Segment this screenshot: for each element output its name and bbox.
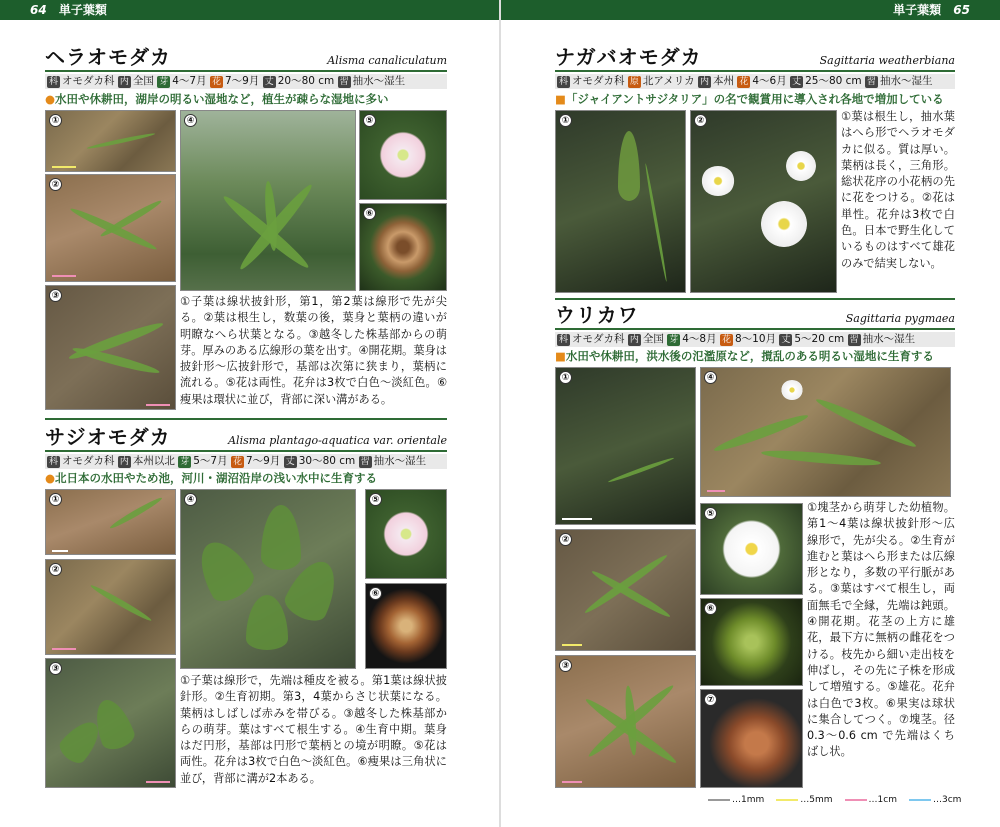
- dist-value: 本州: [713, 75, 734, 87]
- species-name-jp: サジオモダカ: [45, 425, 171, 449]
- family-value: オモダカ科: [572, 333, 625, 345]
- photo-seedling: [45, 110, 176, 172]
- photo-growing: [555, 529, 696, 651]
- height-tag: 丈: [285, 457, 295, 467]
- family-tag: 科: [559, 335, 569, 345]
- photo-number: ⑤: [363, 114, 376, 127]
- photo-flower: [359, 110, 447, 200]
- photo-number: ③: [559, 659, 572, 672]
- photo-young-plant: [45, 174, 176, 282]
- habitat-line: [45, 91, 389, 107]
- photo-number: ①: [559, 371, 572, 384]
- species-description: ①子葉は線形で，先端は種皮を被る。第1葉は線状披針形。②生育初期。第3，4葉からさじ状葉になる。葉柄はしばしば赤みを帯びる。③越冬した株基部からの萌芽。葉はすべて根生する。④生育中期。葉身はだ円形，基部は円形で葉柄との境が明瞭。⑤花は両性。花弁は3枚で白色～淡紅色。⑥瘦果は三角状に並び，背部に溝が2本ある。: [180, 674, 447, 785]
- photo-number: ②: [559, 533, 572, 546]
- photo-number: ⑥: [363, 207, 376, 220]
- flower-tag: 花: [232, 457, 242, 467]
- photo-number: ⑦: [704, 693, 717, 706]
- sprout-value: 4～7月: [172, 75, 207, 87]
- height-value: 25～80 cm: [805, 75, 862, 87]
- photo-flower: [365, 489, 447, 579]
- habitat-line: [555, 91, 944, 107]
- photo-number: ②: [49, 178, 62, 191]
- photo-number: ③: [49, 289, 62, 302]
- family-value: オモダカ科: [62, 75, 115, 87]
- flower-value: 8～10月: [734, 333, 777, 345]
- photo-number: ④: [704, 371, 717, 384]
- page-spine: [499, 0, 501, 827]
- scale-line-1cm: [845, 799, 867, 801]
- photo-number: ⑤: [704, 507, 717, 520]
- species-heading: [555, 304, 955, 330]
- dist-value: 本州以北: [132, 455, 175, 467]
- species-description: ①子葉は線状披針形，第1，第2葉は線形で先が尖る。②葉は根生し，数葉の後，葉身と葉柄の違いが明瞭なへら状葉となる。③越冬した株基部からの萌芽。厚みのある広線形の葉を出す。④開花期。葉身は披針形～広披針形で，基部は次第に狭まり，葉柄に流れる。⑤花は両性。花弁は3枚で白色～淡紅色。⑥瘦果は環状に並び，背部に深い溝がある。: [180, 295, 447, 406]
- sprout-value: 5～7月: [193, 455, 228, 467]
- right-section-title: 単子葉類: [893, 3, 942, 17]
- habitat-text: 「ジャイアントサジタリア」の名で観賞用に導入され各地で増加している: [565, 92, 944, 106]
- legend-label: …3cm: [932, 795, 962, 805]
- habitat-line: [45, 470, 377, 486]
- species-heading: [45, 46, 447, 72]
- dist-tag: 内: [699, 77, 709, 87]
- flower-value: 7～9月: [245, 455, 281, 467]
- right-page-number: 65: [953, 3, 970, 17]
- photo-number: ①: [49, 114, 62, 127]
- habit-value: 抽水～湿生: [373, 455, 427, 467]
- habit-tag: 習: [867, 77, 877, 87]
- sprout-tag: 芽: [669, 335, 679, 345]
- flower-value: 7～9月: [224, 75, 260, 87]
- family-tag: 科: [559, 77, 569, 87]
- photo-overwinter-sprout: [45, 285, 176, 410]
- dist-value: 全国: [642, 333, 664, 345]
- photo-number: ③: [49, 662, 62, 675]
- family-tag: 科: [49, 77, 59, 87]
- legend-label: …5mm: [800, 795, 833, 805]
- habit-tag: 習: [849, 335, 859, 345]
- flower-tag: 花: [721, 335, 731, 345]
- legend-item: [776, 795, 832, 805]
- photo-achenes: [359, 203, 447, 291]
- legend-item: [909, 795, 961, 805]
- photo-number: ④: [184, 114, 197, 127]
- flower-tag: 花: [739, 77, 749, 87]
- photo-flowering: [700, 367, 951, 497]
- habitat-text: 水田や休耕田，湖岸の明るい湿地など，植生が疎らな湿地に多い: [55, 92, 389, 106]
- habit-value: 抽水～湿生: [880, 75, 933, 87]
- species-meta: [555, 332, 955, 347]
- photo-number: ④: [184, 493, 197, 506]
- height-tag: 丈: [264, 77, 274, 87]
- legend-label: …1cm: [868, 795, 897, 805]
- photo-achenes: [365, 583, 447, 669]
- right-page-header: [501, 0, 1000, 20]
- flower-tag: 花: [211, 77, 221, 87]
- photo-seedling: [45, 489, 176, 555]
- photo-flowering: [180, 110, 356, 291]
- left-page-number: 64: [30, 3, 47, 17]
- legend-label: …1mm: [732, 795, 765, 805]
- photo-plant: [555, 110, 686, 293]
- photo-mid-growth: [180, 489, 356, 669]
- height-tag: 丈: [792, 77, 802, 87]
- species-heading: [555, 46, 955, 72]
- flower-value: 4～6月: [752, 75, 787, 87]
- dist-tag: 内: [119, 457, 129, 467]
- photo-number: ①: [559, 114, 572, 127]
- legend-item: [845, 795, 897, 805]
- species-name-jp: ナガバオモダカ: [555, 45, 702, 69]
- photo-overwinter-sprout: [45, 658, 176, 788]
- height-value: 5～20 cm: [794, 333, 845, 345]
- species-name-jp: ヘラオモダカ: [45, 45, 171, 69]
- scale-legend: [708, 795, 961, 805]
- habit-value: 抽水～湿生: [862, 333, 916, 345]
- photo-young-plant: [555, 367, 696, 525]
- habitat-text: 水田や休耕田，洪水後の氾濫原など，撹乱のある明るい湿地に生育する: [565, 349, 934, 363]
- bullet-icon: ●: [45, 92, 56, 106]
- photo-number: ⑥: [369, 587, 382, 600]
- bullet-icon: ■: [555, 92, 566, 106]
- species-heading: [45, 426, 447, 452]
- habitat-line: [555, 348, 934, 364]
- dist-tag: 内: [629, 335, 639, 345]
- height-value: 20～80 cm: [277, 75, 335, 87]
- scale-line-1mm: [708, 799, 730, 801]
- species-name-sci: Alisma canaliculatum: [327, 54, 447, 67]
- photo-fruit: [700, 598, 803, 686]
- habitat-text: 北日本の水田やため池，河川・湖沼沿岸の浅い水中に生育する: [55, 471, 378, 485]
- section-divider: [45, 418, 447, 420]
- family-value: オモダカ科: [62, 455, 115, 467]
- bullet-icon: ●: [45, 471, 56, 485]
- photo-rosette: [555, 655, 696, 788]
- species-description: ①葉は根生し，抽水葉はへら形でヘラオモダカに似る。質は厚い。葉柄は長く，三角形。総状花序の小花柄の先に花をつける。②花は単性。花弁は3枚で白色。日本で野生化しているものはすべて雄花のみで結実しない。: [841, 110, 955, 270]
- scale-line-5mm: [776, 799, 798, 801]
- family-tag: 科: [49, 457, 59, 467]
- habit-tag: 習: [360, 457, 370, 467]
- height-value: 30～80 cm: [298, 455, 356, 467]
- photo-number: ②: [694, 114, 707, 127]
- origin-tag: 原: [629, 77, 639, 87]
- left-section-title: 単子葉類: [58, 3, 107, 17]
- species-meta: [45, 454, 447, 469]
- sprout-tag: 芽: [159, 77, 169, 87]
- height-tag: 丈: [781, 335, 791, 345]
- species-name-jp: ウリカワ: [555, 303, 639, 327]
- left-page-header: [0, 0, 499, 20]
- species-description: ①塊茎から萌芽した幼植物。第1～4葉は線状披針形～広線形で，先が尖る。②生育が進むと葉はへら形または広線形となり，多数の平行脈がある。③葉はすべて根生し，両面無毛で全縁，先端は鈍頭。④開花期。花茎の上方に雄花，最下方に無柄の雌花をつける。枝先から細い走出枝を伸ばし，その先に子株を形成して増殖する。⑤雄花。花弁は白色で3枚。⑥果実は球状に集合してつく。⑦塊茎。径 0.3～0.6 cm で先端はくちばし状。: [807, 501, 955, 759]
- habit-value: 抽水～湿生: [352, 75, 406, 87]
- photo-tuber: [700, 689, 803, 788]
- species-name-sci: Alisma plantago-aquatica var. orientale: [228, 434, 447, 447]
- species-name-sci: Sagittaria weatherbiana: [819, 54, 955, 67]
- dist-tag: 内: [119, 77, 129, 87]
- species-name-sci: Sagittaria pygmaea: [845, 312, 955, 325]
- photo-male-flower: [700, 503, 803, 595]
- family-value: オモダカ科: [572, 75, 625, 87]
- legend-item: [708, 795, 764, 805]
- species-meta: [45, 74, 447, 89]
- photo-early-growth: [45, 559, 176, 655]
- photo-number: ①: [49, 493, 62, 506]
- habit-tag: 習: [339, 77, 349, 87]
- photo-number: ②: [49, 563, 62, 576]
- origin-value: 北アメリカ: [642, 75, 695, 87]
- photo-number: ⑥: [704, 602, 717, 615]
- bullet-icon: ■: [555, 349, 566, 363]
- sprout-tag: 芽: [180, 457, 190, 467]
- photo-flowers: [690, 110, 837, 293]
- photo-number: ⑤: [369, 493, 382, 506]
- species-meta: [555, 74, 955, 89]
- sprout-value: 4～8月: [682, 333, 717, 345]
- dist-value: 全国: [132, 75, 154, 87]
- scale-line-3cm: [909, 799, 931, 801]
